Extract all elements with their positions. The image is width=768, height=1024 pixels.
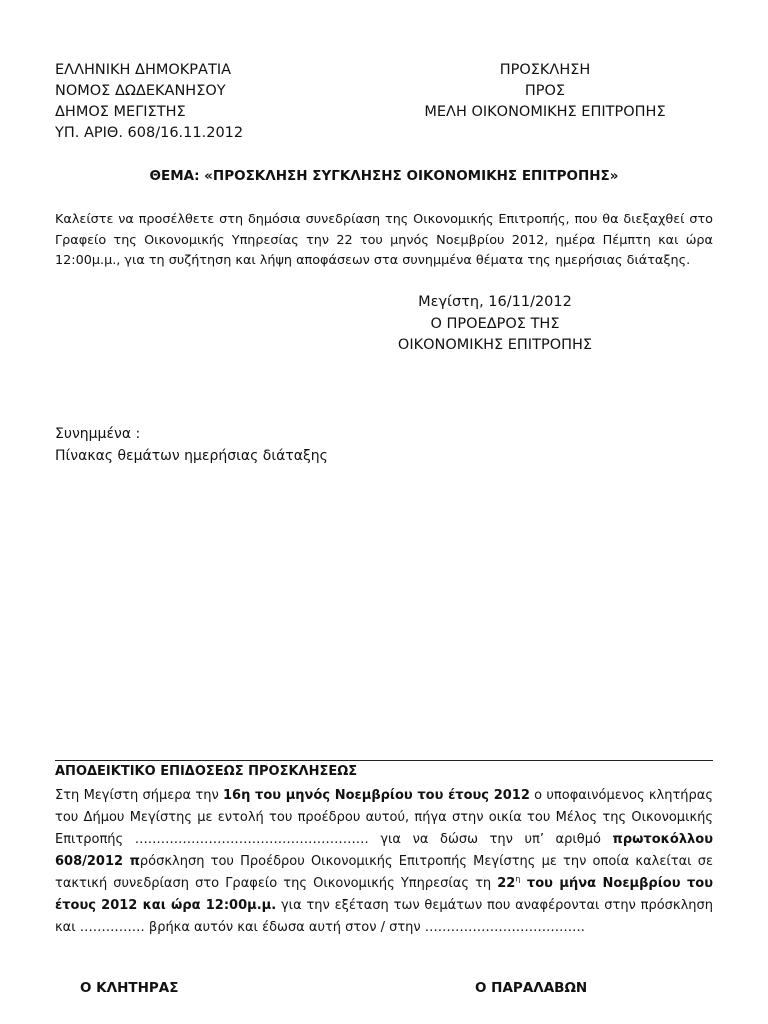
place-date: Μεγίστη, 16/11/2012 [418,294,572,310]
receipt-day-suffix: η [515,874,521,884]
subject-line: ΘΕΜΑ: «ΠΡΟΣΚΛΗΣΗ ΣΥΓΚΛΗΣΗΣ ΟΙΚΟΝΟΜΙΚΗΣ ΕΠΙΤΡΟΠΗΣ» [149,168,619,184]
section-divider [55,760,713,761]
recipient-prefix: ΠΡΟΣ [524,83,566,99]
recipient-signature-label: Ο ΠΑΡΑΛΑΒΩΝ [475,980,588,996]
receipt-body [55,785,713,939]
receipt-protocol-bold: πρωτοκόλλου 608/2012 π [55,832,713,869]
chairman-title-line2: ΟΙΚΟΝΟΜΙΚΗΣ ΕΠΙΤΡΟΠΗΣ [397,337,593,353]
chairman-signature-block [345,292,645,357]
receipt-text-3: ρόσκληση του Προέδρου Οικονομικής Επιτροπής Μεγίστης με την οποία καλείται σε τακτική συνεδρίαση στο Γραφείο της Οικονομικής Υπηρεσίας τη [55,854,714,891]
issuer-municipality: ΔΗΜΟΣ ΜΕΓΙΣΤΗΣ [55,104,186,120]
document-type: ΠΡΟΣΚΛΗΣΗ [499,62,591,78]
receipt-text-2: ο υποφαινόμενος κλητήρας του Δήμου Μεγίστης με εντολή του προέδρου αυτού, πήγα στην οικία του Μέλος της Οικονομικής Επιτροπής ……………………………………………… για να δώσω την υπ’ αριθμό [55,788,713,847]
receipt-text-1: Στη Μεγίστη σήμερα την [55,788,223,803]
bailiff-signature-label: Ο ΚΛΗΤΗΡΑΣ [80,980,179,996]
recipient-name: ΜΕΛΗ ΟΙΚΟΝΟΜΙΚΗΣ ΕΠΙΤΡΟΠΗΣ [424,104,666,120]
invitation-body: Καλείστε να προσέλθετε στη δημόσια συνεδρίαση της Οικονομικής Επιτροπής, που θα διεξαχθεί στο Γραφείο της Οικονομικής Υπηρεσίας την 22 του μηνός Νοεμβρίου 2012, ημέρα Πέμπτη και ώρα 12:00μ.μ., για τη συζήτηση και λήψη αποφάσεων στα συνημμένα θέματα της ημερήσιας διάταξης. [55,212,713,268]
receipt-day-bold: 22 [497,876,516,891]
issuer-prefecture: ΝΟΜΟΣ ΔΩΔΕΚΑΝΗΣΟΥ [55,83,226,99]
chairman-title-line1: Ο ΠΡΟΕΔΡΟΣ ΤΗΣ [430,315,560,332]
receipt-date-bold: 16η του μηνός Νοεμβρίου του έτους 2012 [223,788,530,803]
protocol-number: ΥΠ. ΑΡΙΘ. 608/16.11.2012 [55,125,244,141]
issuer-header [55,60,243,144]
receipt-title: ΑΠΟΔΕΙΚΤΙΚΟ ΕΠΙΔΟΣΕΩΣ ΠΡΟΣΚΛΗΣΕΩΣ [55,764,358,779]
receipt-text-4: για την εξέταση των θεμάτων που αναφέρονται στην πρόσκληση και …………… βρήκα αυτόν και έδωσα αυτή στον / στην ………………………………. [55,898,713,935]
attachments-section [55,423,328,467]
attachments-label: Συνημμένα : [55,426,141,442]
attachment-item: Πίνακας θεμάτων ημερήσιας διάταξης [55,448,328,464]
recipient-header [400,60,690,123]
issuer-country: ΕΛΛΗΝΙΚΗ ΔΗΜΟΚΡΑΤΙΑ [55,62,232,78]
receipt-month-time-bold: του μήνα Νοεμβρίου του έτους 2012 και ώρα 12:00μ.μ. [55,876,713,913]
